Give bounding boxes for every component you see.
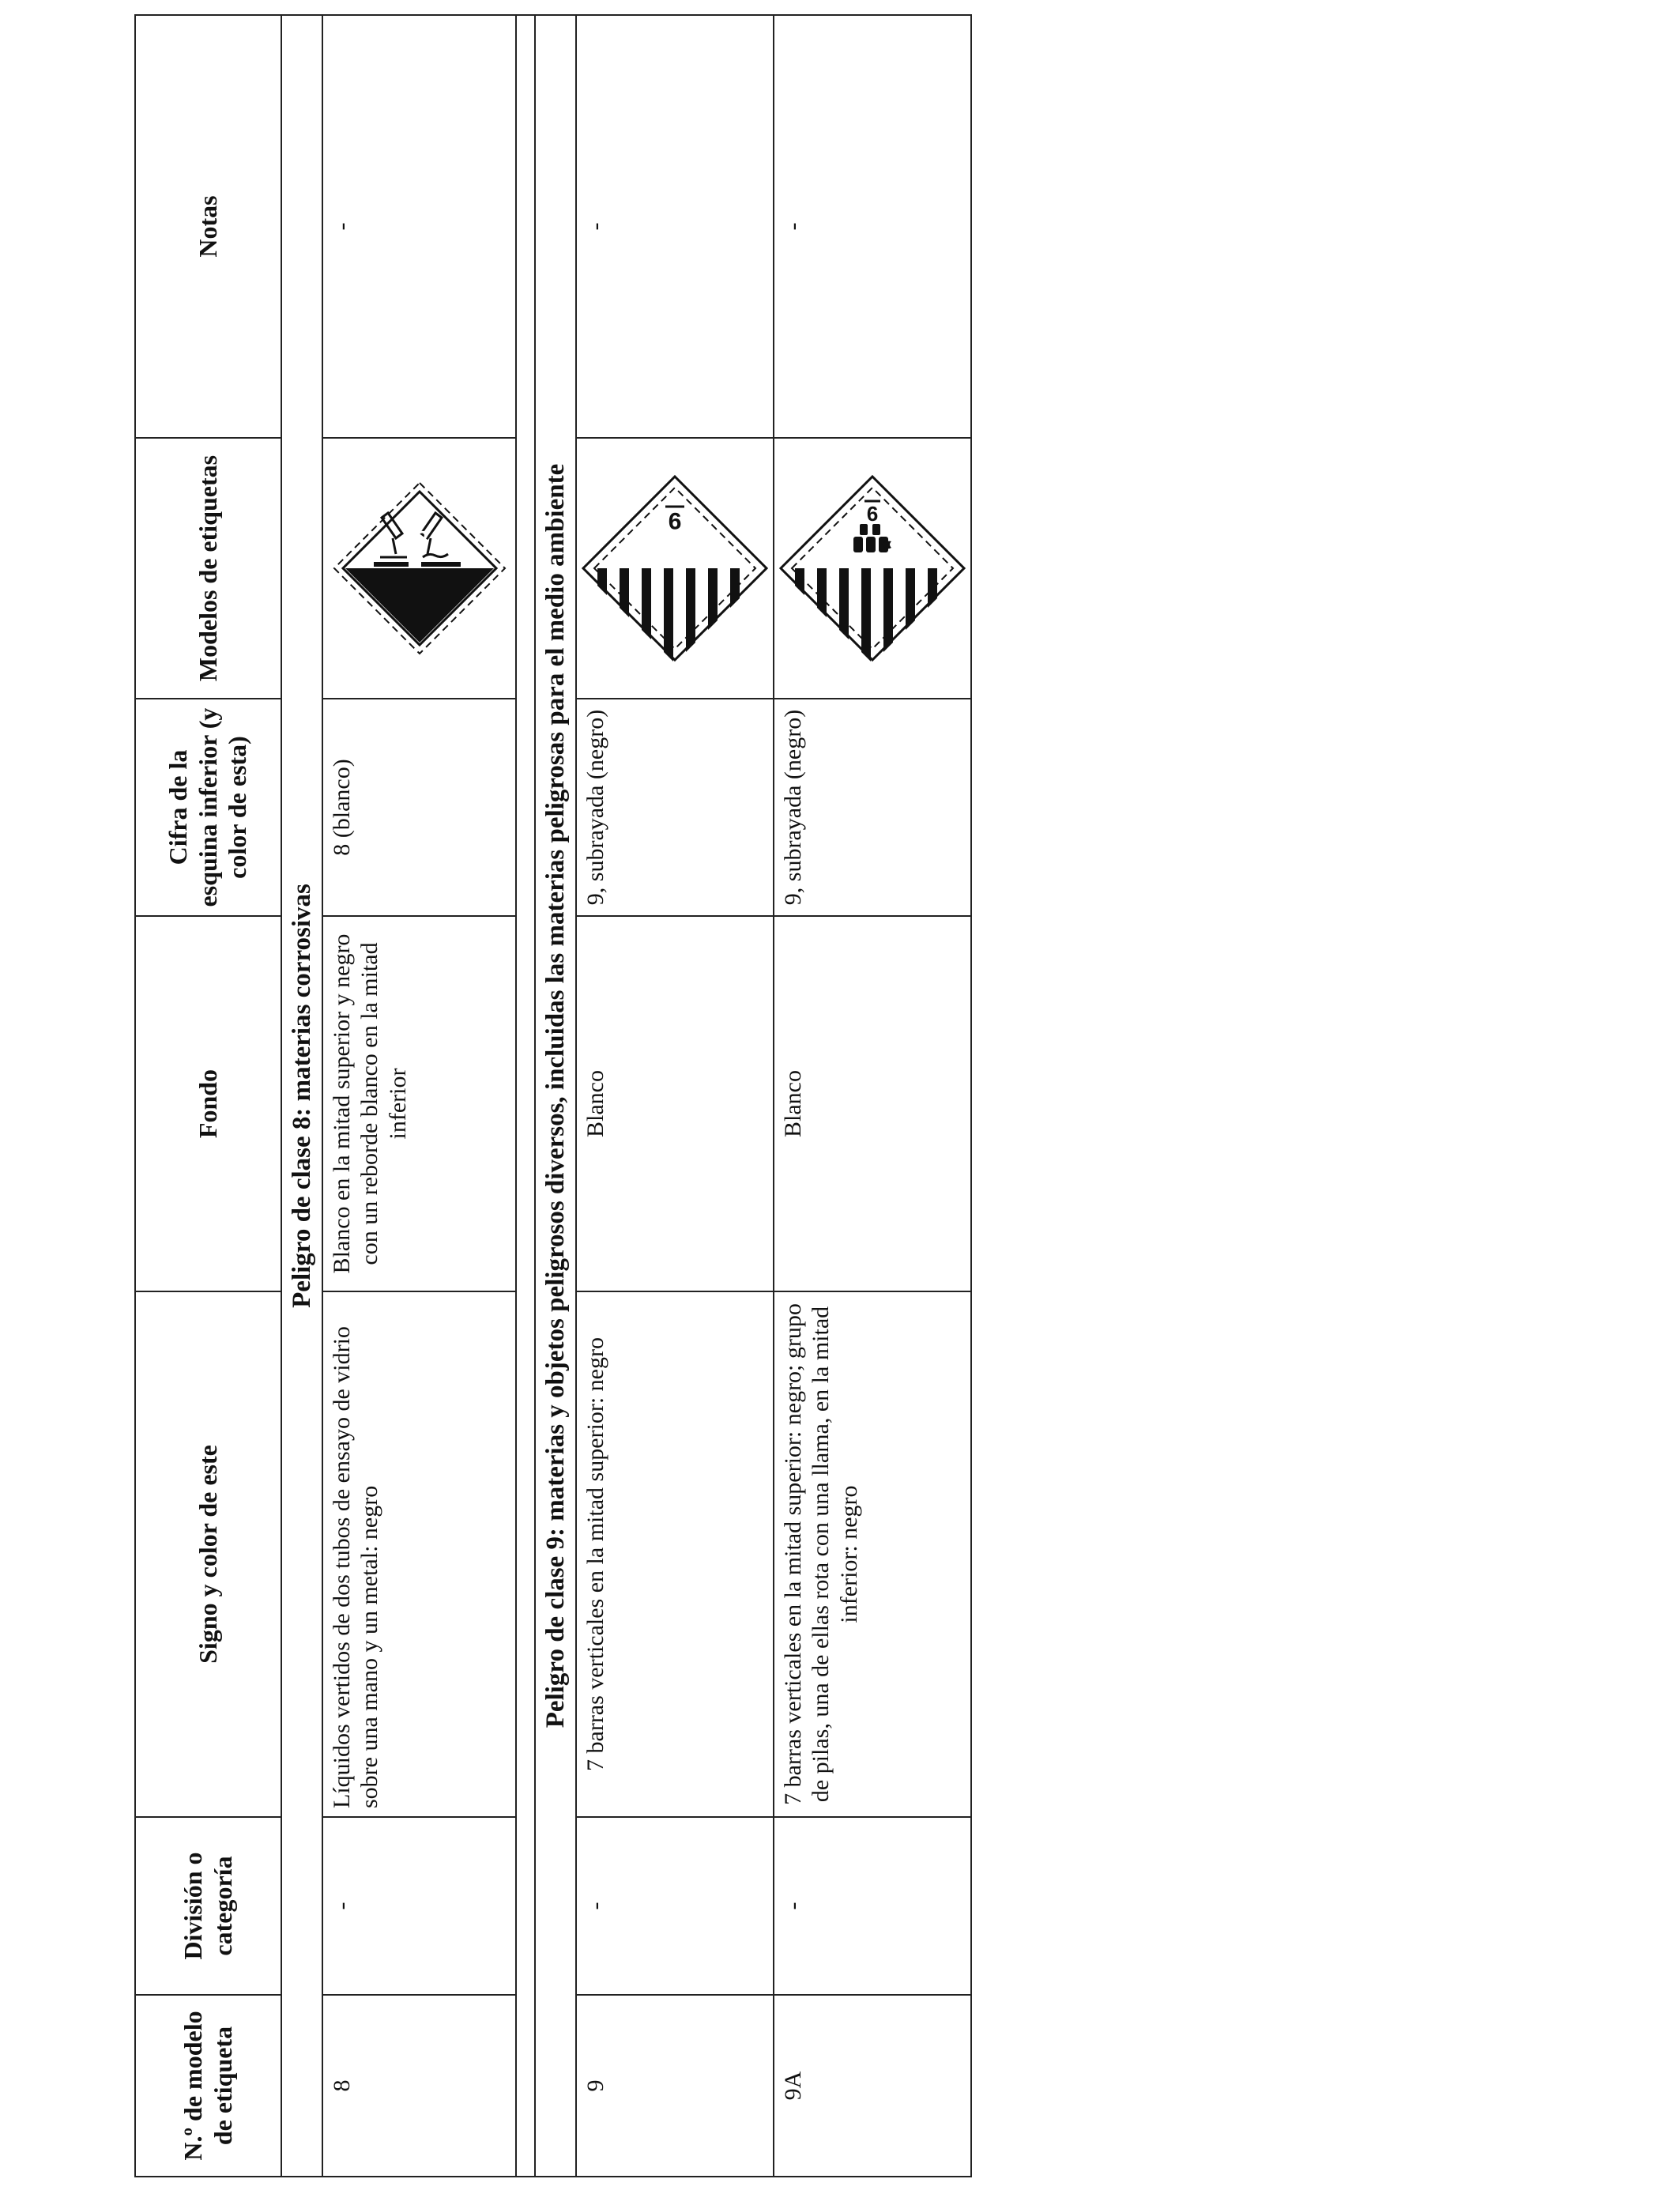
- background-cell: Blanco: [576, 916, 774, 1291]
- section-title: Peligro de clase 9: materias y objetos peligrosos diversos, incluidas las materias peligrosas para el medio ambiente: [535, 15, 576, 2177]
- header-background: Fondo: [135, 916, 281, 1291]
- notes-cell: -: [774, 15, 971, 438]
- labels-table: [134, 14, 972, 2177]
- label-model-cell: [322, 438, 516, 699]
- header-model-no: N.º de modelo de etiqueta: [135, 1995, 281, 2177]
- class9-stripes-icon: [580, 473, 770, 663]
- division-cell: -: [322, 1817, 516, 1995]
- background-cell: Blanco en la mitad superior y negro con un reborde blanco en la mitad inferior: [322, 916, 516, 1291]
- table-row: [774, 15, 971, 2177]
- header-row: [135, 15, 281, 2177]
- section-title-row: [281, 15, 322, 2177]
- table-row: [322, 15, 516, 2177]
- rotated-table-page: [134, 16, 968, 2177]
- label-digit: 8: [415, 526, 428, 551]
- label-model-cell: [576, 438, 774, 699]
- spacer-cell: [516, 15, 535, 2177]
- symbol-cell: 7 barras verticales en la mitad superior: negro; grupo de pilas, una de ellas rota con una llama, en la mitad inferior: negro: [774, 1291, 971, 1817]
- corner-cell: 9, subrayada (negro): [774, 699, 971, 916]
- section-title: Peligro de clase 8: materias corrosivas: [281, 15, 322, 2177]
- model-no-cell: 9: [576, 1995, 774, 2177]
- notes-cell: -: [322, 15, 516, 438]
- label-digit: 9: [866, 502, 879, 526]
- corner-cell: 8 (blanco): [322, 699, 516, 916]
- section-title-row: [535, 15, 576, 2177]
- header-corner: Cifra de la esquina inferior (y color de esta): [135, 699, 281, 916]
- division-cell: -: [774, 1817, 971, 1995]
- lithium-battery-icon: [778, 473, 967, 663]
- label-model-cell: [774, 438, 971, 699]
- model-no-cell: 9A: [774, 1995, 971, 2177]
- corrosive-icon: [329, 477, 510, 659]
- symbol-cell: Líquidos vertidos de dos tubos de ensayo de vidrio sobre una mano y un metal: negro: [322, 1291, 516, 1817]
- header-notes: Notas: [135, 15, 281, 438]
- label-digit: 9: [668, 507, 682, 533]
- background-cell: Blanco: [774, 916, 971, 1291]
- division-cell: -: [576, 1817, 774, 1995]
- header-models: Modelos de etiquetas: [135, 438, 281, 699]
- spacer-row: [516, 15, 535, 2177]
- corner-cell: 9, subrayada (negro): [576, 699, 774, 916]
- table-row: [576, 15, 774, 2177]
- header-symbol: Signo y color de este: [135, 1291, 281, 1817]
- model-no-cell: 8: [322, 1995, 516, 2177]
- notes-cell: -: [576, 15, 774, 438]
- symbol-cell: 7 barras verticales en la mitad superior: negro: [576, 1291, 774, 1817]
- header-division: División o categoría: [135, 1817, 281, 1995]
